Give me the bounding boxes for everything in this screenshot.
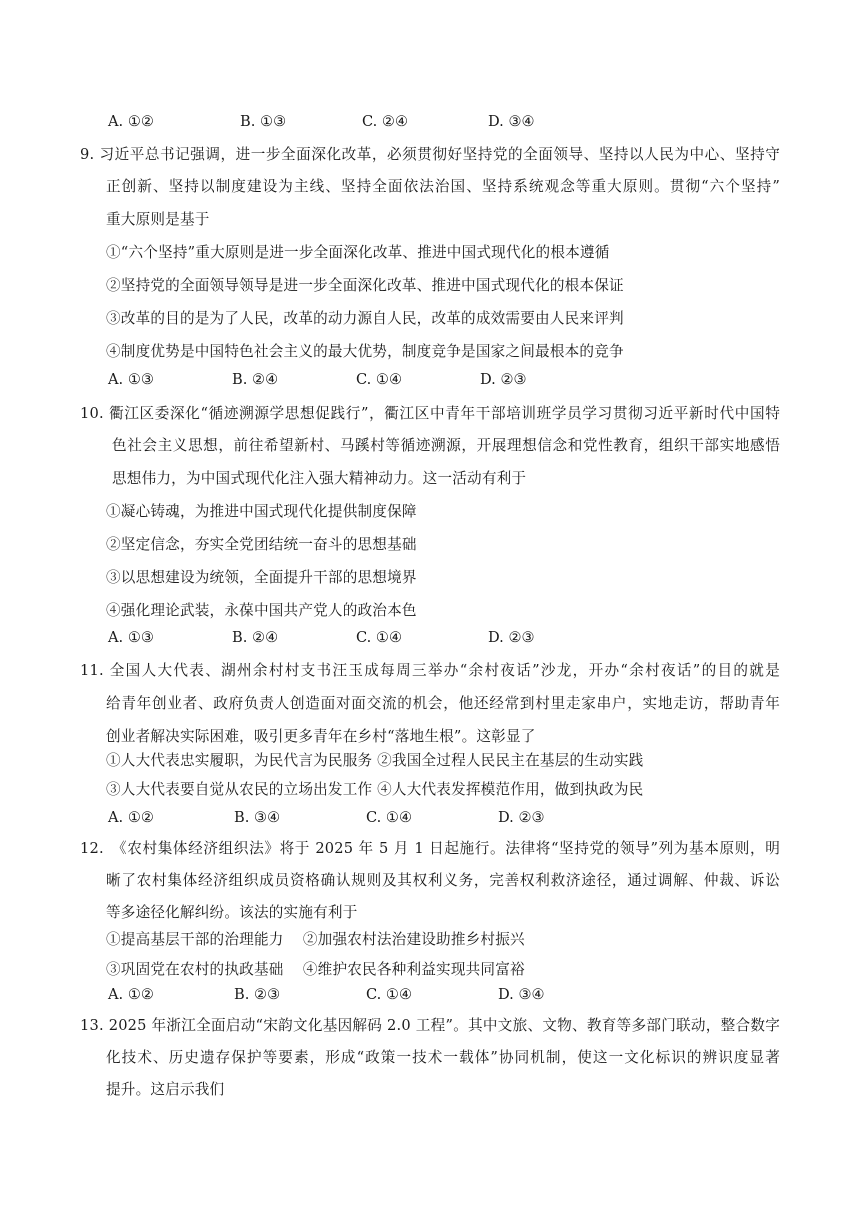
q12-option-d[interactable]: D. ③④ <box>498 986 545 1003</box>
q12-stem-line-1: 《农村集体经济组织法》将于 2025 年 5 月 1 日起施行。法律将“坚持党的领导”列为基本原则，明 <box>112 840 780 857</box>
q11-stem-line-1: 11. 全国人大代表、湖州余村村支书汪玉成每周三举办“余村夜话”沙龙，开办“余村夜话”的目的就是 <box>80 662 780 679</box>
q9-stem-line-3: 重大原则是基于 <box>106 211 210 228</box>
q12-option-b[interactable]: B. ②③ <box>234 986 281 1003</box>
q12-stem-line-2: 晰了农村集体经济组织成员资格确认规则及其权利义务，完善权利救济途径，通过调解、仲裁、诉讼 <box>106 872 780 889</box>
q10-options <box>0 628 860 648</box>
q12-item-1: ①提高基层干部的治理能力 ②加强农村法治建设助推乡村振兴 <box>106 931 525 948</box>
q10-option-d[interactable]: D. ②③ <box>488 629 535 646</box>
q9-item-2: ②坚持党的全面领导领导是进一步全面深化改革、推进中国式现代化的根本保证 <box>106 277 624 294</box>
q11-item-1: ①人大代表忠实履职，为民代言为民服务 ②我国全过程人民民主在基层的生动实践 <box>106 752 644 769</box>
q8-option-c[interactable]: C. ②④ <box>362 113 409 130</box>
q10-item-3: ③以思想建设为统领，全面提升干部的思想境界 <box>106 569 417 586</box>
q12-option-a[interactable]: A. ①② <box>108 986 154 1003</box>
q10-stem-line-2: 色社会主义思想，前往希望新村、马蹊村等循迹溯源，开展理想信念和党性教育，组织干部实地感悟 <box>112 437 780 454</box>
q8-option-d[interactable]: D. ③④ <box>488 113 535 130</box>
q10-item-2: ②坚定信念，夯实全党团结统一奋斗的思想基础 <box>106 536 417 553</box>
q12-option-c[interactable]: C. ①④ <box>366 986 413 1003</box>
q11-option-b[interactable]: B. ③④ <box>234 809 281 826</box>
q10-item-1: ①凝心铸魂，为推进中国式现代化提供制度保障 <box>106 503 417 520</box>
q10-stem-line-1: 10. 衢江区委深化“循迹溯源学思想促践行”，衢江区中青年干部培训班学员学习贯彻习近平新时代中国特 <box>80 405 780 422</box>
q13-stem-line-3: 提升。这启示我们 <box>106 1081 225 1098</box>
q9-stem-line-1: 9. 习近平总书记强调，进一步全面深化改革，必须贯彻好坚持党的全面领导、坚持以人民为中心、坚持守 <box>80 146 780 163</box>
q9-item-1: ①“六个坚持”重大原则是进一步全面深化改革、推进中国式现代化的根本遵循 <box>106 244 610 261</box>
q11-item-2: ③人大代表要自觉从农民的立场出发工作 ④人大代表发挥模范作用，做到执政为民 <box>106 781 644 798</box>
q9-option-c[interactable]: C. ①④ <box>356 371 403 388</box>
q10-option-b[interactable]: B. ②④ <box>232 629 279 646</box>
q11-stem-line-3: 创业者解决实际困难，吸引更多青年在乡村“落地生根”。这彰显了 <box>106 728 536 745</box>
q9-stem-line-2: 正创新、坚持以制度建设为主线、坚持全面依法治国、坚持系统观念等重大原则。贯彻“六个坚持” <box>106 178 780 195</box>
q9-option-d[interactable]: D. ②③ <box>480 371 527 388</box>
q8-options <box>0 112 860 132</box>
q8-option-a[interactable]: A. ①② <box>108 113 154 130</box>
q9-item-4: ④制度优势是中国特色社会主义的最大优势，制度竞争是国家之间最根本的竞争 <box>106 343 624 360</box>
q11-options <box>0 808 860 828</box>
q9-option-b[interactable]: B. ②④ <box>232 371 279 388</box>
q10-option-c[interactable]: C. ①④ <box>356 629 403 646</box>
q12-number: 12. <box>80 840 104 857</box>
q11-option-a[interactable]: A. ①② <box>108 809 154 826</box>
q12-stem-line-3: 等多途径化解纠纷。该法的实施有利于 <box>106 904 358 921</box>
q9-options <box>0 370 860 390</box>
q10-option-a[interactable]: A. ①③ <box>108 629 154 646</box>
q10-item-4: ④强化理论武装，永葆中国共产党人的政治本色 <box>106 602 417 619</box>
q11-option-c[interactable]: C. ①④ <box>366 809 413 826</box>
q8-option-b[interactable]: B. ①③ <box>240 113 287 130</box>
q9-option-a[interactable]: A. ①③ <box>108 371 154 388</box>
q12-options <box>0 985 860 1005</box>
q9-item-3: ③改革的目的是为了人民，改革的动力源自人民，改革的成效需要由人民来评判 <box>106 310 624 327</box>
q13-stem-line-1: 13. 2025 年浙江全面启动“宋韵文化基因解码 2.0 工程”。其中文旅、文物、教育等多部门联动，整合数字 <box>80 1017 780 1034</box>
q11-stem-line-2: 给青年创业者、政府负责人创造面对面交流的机会，他还经常到村里走家串户，实地走访，帮助青年 <box>106 695 780 712</box>
q12-item-2: ③巩固党在农村的执政基础 ④维护农民各种利益实现共同富裕 <box>106 961 525 978</box>
q10-stem-line-3: 思想伟力，为中国式现代化注入强大精神动力。这一活动有利于 <box>112 470 527 487</box>
q11-option-d[interactable]: D. ②③ <box>498 809 545 826</box>
q13-stem-line-2: 化技术、历史遗存保护等要素，形成“政策一技术一载体”协同机制，使这一文化标识的辨识度显著 <box>106 1049 780 1066</box>
